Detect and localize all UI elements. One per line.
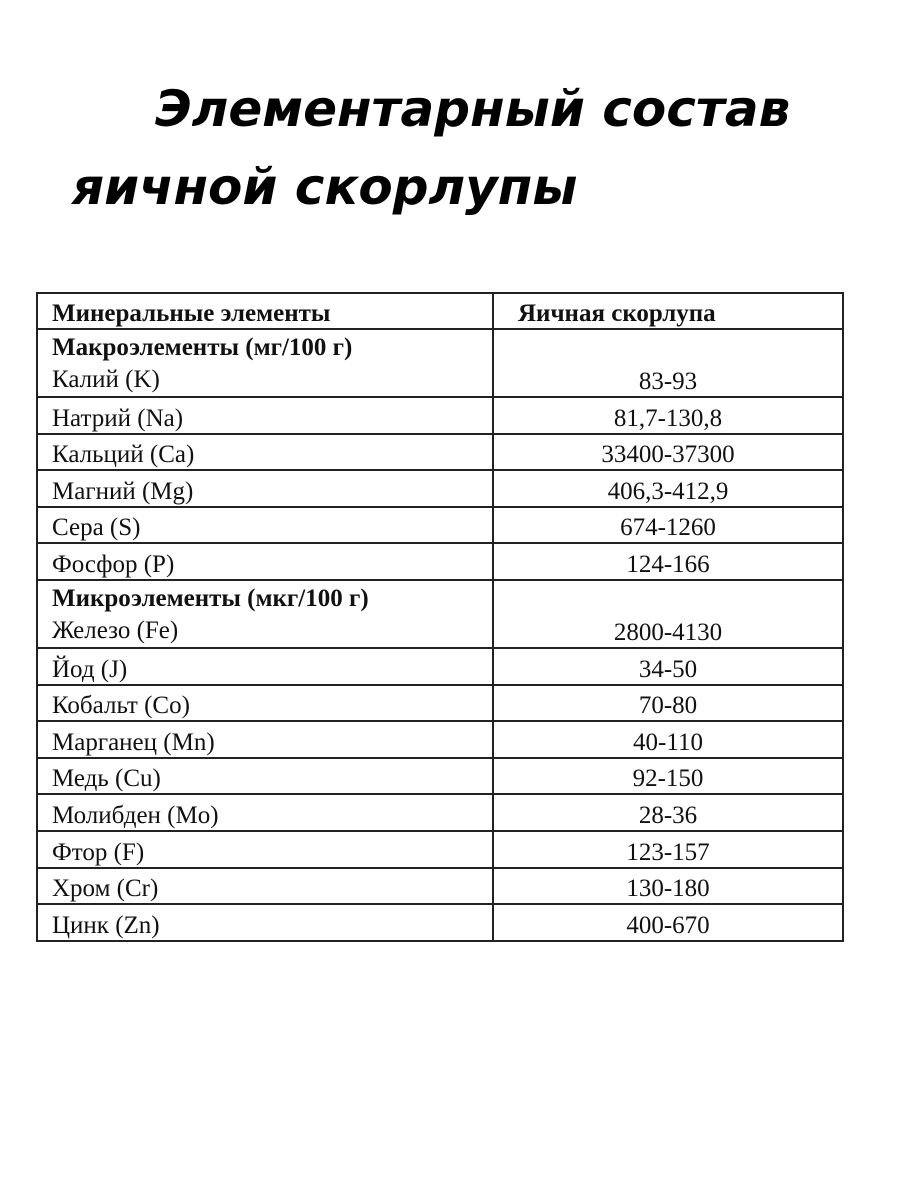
table-row — [37, 758, 843, 795]
title-line-2: яичной скорлупы — [72, 158, 578, 216]
element-name: Йод (J) — [37, 648, 493, 685]
group-label-micro: Микроэлементы (мкг/100 г) — [52, 584, 369, 612]
table-row — [37, 470, 843, 507]
composition-table — [36, 292, 844, 942]
element-name: Фосфор (P) — [37, 543, 493, 580]
table-row — [37, 904, 843, 941]
table-row — [37, 507, 843, 544]
table-row — [37, 397, 843, 434]
table-row — [37, 329, 843, 397]
table-row — [37, 543, 843, 580]
group-label-macro: Макроэлементы (мг/100 г) — [52, 334, 353, 361]
title-line-1: Элементарный состав — [155, 80, 791, 138]
element-name: Натрий (Na) — [37, 397, 493, 434]
element-name: Фтор (F) — [37, 831, 493, 868]
element-value: 70-80 — [493, 685, 843, 722]
element-value: 130-180 — [493, 868, 843, 905]
element-name: Железо (Fe) — [52, 616, 179, 644]
element-name: Хром (Cr) — [37, 868, 493, 905]
element-value: 40-110 — [493, 721, 843, 758]
table-row — [37, 794, 843, 831]
table-row — [37, 685, 843, 722]
table-row — [37, 580, 843, 648]
element-name: Марганец (Mn) — [37, 721, 493, 758]
element-name: Калий (K) — [52, 366, 160, 393]
element-name: Кобальт (Co) — [37, 685, 493, 722]
element-value: 34-50 — [493, 648, 843, 685]
page-title — [0, 70, 900, 226]
element-value: 33400-37300 — [493, 434, 843, 471]
table-row — [37, 648, 843, 685]
table-row — [37, 721, 843, 758]
element-value: 400-670 — [493, 904, 843, 941]
element-name: Кальций (Ca) — [37, 434, 493, 471]
element-value: 81,7-130,8 — [493, 397, 843, 434]
header-cell-elements: Минеральные элементы — [37, 293, 493, 329]
element-value: 92-150 — [493, 758, 843, 795]
element-name: Сера (S) — [37, 507, 493, 544]
element-name: Цинк (Zn) — [37, 904, 493, 941]
element-value: 123-157 — [493, 831, 843, 868]
table-row — [37, 831, 843, 868]
element-name: Медь (Cu) — [37, 758, 493, 795]
element-value: 406,3-412,9 — [493, 470, 843, 507]
element-value: 2800-4130 — [493, 580, 843, 648]
element-name-cell — [37, 329, 493, 397]
table-row — [37, 868, 843, 905]
element-value: 83-93 — [493, 329, 843, 397]
element-name: Молибден (Mo) — [37, 794, 493, 831]
element-name-cell — [37, 580, 493, 648]
table-row — [37, 434, 843, 471]
element-value: 124-166 — [493, 543, 843, 580]
table-header-row — [37, 293, 843, 329]
element-name: Магний (Mg) — [37, 470, 493, 507]
element-value: 674-1260 — [493, 507, 843, 544]
header-cell-eggshell: Яичная скорлупа — [493, 293, 843, 329]
element-value: 28-36 — [493, 794, 843, 831]
